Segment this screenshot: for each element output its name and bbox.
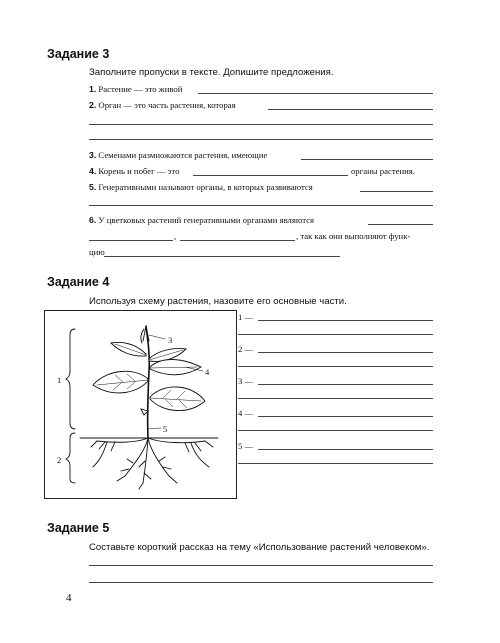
task-3-item-6-comma: , xyxy=(174,231,177,241)
diagram-label-2: 2 xyxy=(57,455,62,465)
task-3-item-3: 3. Семенами размножаются растения, имеющие xyxy=(89,150,268,160)
answer-label-4: 4 — xyxy=(238,408,254,418)
answer-line[interactable] xyxy=(238,366,433,367)
answer-line[interactable] xyxy=(104,256,340,257)
diagram-label-1: 1 xyxy=(57,375,62,385)
task-4-instruction: Используя схему растения, назовите его основные части. xyxy=(89,296,347,307)
answer-label-2: 2 — xyxy=(238,344,254,354)
answer-line[interactable] xyxy=(238,463,433,464)
answer-line[interactable] xyxy=(258,449,433,450)
answer-line[interactable] xyxy=(238,334,433,335)
page-number: 4 xyxy=(66,592,72,604)
answer-label-3: 3 — xyxy=(238,376,254,386)
answer-line[interactable] xyxy=(238,398,433,399)
answer-line[interactable] xyxy=(360,191,433,192)
task-3-item-1: 1. Растение — это живой xyxy=(89,84,183,94)
diagram-label-4: 4 xyxy=(205,367,210,377)
plant-diagram xyxy=(44,310,237,499)
answer-line[interactable] xyxy=(238,430,433,431)
task-3-item-6-tail: , так как они выполняют функ- xyxy=(296,231,411,241)
answer-line[interactable] xyxy=(89,139,433,140)
answer-line[interactable] xyxy=(258,416,433,417)
answer-line[interactable] xyxy=(89,205,433,206)
answer-line[interactable] xyxy=(198,93,433,94)
diagram-label-5: 5 xyxy=(163,424,168,434)
task-5-title: Задание 5 xyxy=(47,521,110,535)
task-3-item-6: 6. У цветковых растений генеративными органами являются xyxy=(89,215,315,225)
answer-line[interactable] xyxy=(301,159,433,160)
answer-line[interactable] xyxy=(180,240,295,241)
task-3-item-2: 2. Орган — это часть растения, которая xyxy=(89,100,236,110)
brace-shoot xyxy=(66,329,75,429)
task-3-item-4: 4. Корень и побег — это xyxy=(89,166,180,176)
task-5-instruction: Составьте короткий рассказ на тему «Использование растений человеком». xyxy=(89,542,430,553)
leader-line xyxy=(149,335,165,339)
task-3-title: Задание 3 xyxy=(47,47,110,61)
plant-illustration xyxy=(45,311,236,498)
answer-line[interactable] xyxy=(89,124,433,125)
diagram-label-3: 3 xyxy=(168,335,173,345)
task-3-item-5: 5. Генеративными называют органы, в которых развиваются xyxy=(89,182,313,192)
answer-label-5: 5 — xyxy=(238,441,254,451)
answer-line[interactable] xyxy=(268,109,433,110)
answer-line[interactable] xyxy=(193,175,348,176)
answer-line[interactable] xyxy=(258,384,433,385)
leaf xyxy=(93,371,148,393)
task-3-item-4-tail: органы растения. xyxy=(351,166,415,176)
task-4-title: Задание 4 xyxy=(47,275,110,289)
roots xyxy=(91,438,213,489)
answer-line[interactable] xyxy=(89,582,433,583)
answer-line[interactable] xyxy=(89,240,173,241)
answer-line[interactable] xyxy=(89,565,433,566)
answer-line[interactable] xyxy=(368,224,433,225)
answer-line[interactable] xyxy=(258,320,433,321)
leader-line xyxy=(148,428,161,429)
task-3-item-6-line3: цию xyxy=(89,247,105,257)
answer-label-1: 1 — xyxy=(238,312,254,322)
answer-line[interactable] xyxy=(258,352,433,353)
task-3-instruction: Заполните пропуски в тексте. Допишите предложения. xyxy=(89,67,334,78)
brace-root xyxy=(66,433,75,483)
